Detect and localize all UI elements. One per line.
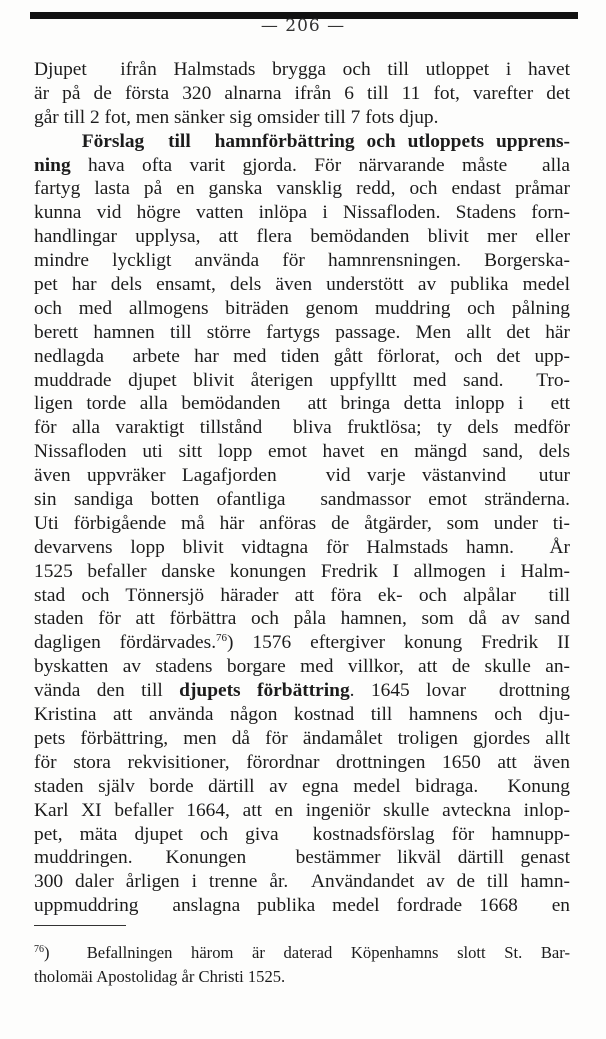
text-line bbox=[34, 297, 570, 321]
text-line bbox=[34, 870, 570, 894]
text-line bbox=[34, 727, 570, 751]
text-line bbox=[34, 249, 570, 273]
text-line bbox=[34, 751, 570, 775]
text-segment: pet, mäta djupet och giva kostnadsförslag för hamnupp- bbox=[34, 823, 570, 845]
text-segment: går till 2 fot, men sänker sig omsider till 7 fots djup. bbox=[34, 106, 439, 128]
text-segment: mindre lyckligt använda för hamnrensningen. Borgerska- bbox=[34, 250, 570, 272]
text-segment: nedlagda arbete har med tiden gått förlorat, och det upp- bbox=[34, 345, 570, 367]
text-line bbox=[34, 154, 570, 178]
text-segment: . 1645 lovar drottning bbox=[349, 680, 570, 702]
text-segment: berett hamnen till större fartygs passage. Men allt det här bbox=[34, 321, 570, 343]
text-segment: ) 1576 eftergiver konung Fredrik II bbox=[227, 632, 570, 654]
text-line bbox=[34, 225, 570, 249]
text-line bbox=[34, 846, 570, 870]
text-segment: sin sandiga botten ofantliga sandmassor emot stränderna. bbox=[34, 489, 570, 511]
text-segment: Djupet ifrån Halmstads brygga och till utloppet i havet bbox=[34, 59, 570, 80]
footnote-marker: 76 bbox=[34, 944, 44, 955]
text-line bbox=[34, 775, 570, 799]
text-line bbox=[34, 273, 570, 297]
footnote-line bbox=[34, 966, 570, 990]
text-line bbox=[34, 584, 570, 608]
text-segment: 1525 befaller danske konungen Fredrik I allmogen i Halm- bbox=[34, 560, 570, 582]
text-segment: staden själv borde därtill av egna medel bidraga. Konung bbox=[34, 775, 570, 797]
text-line bbox=[34, 130, 570, 154]
footnote-rule bbox=[34, 925, 126, 926]
text-line bbox=[34, 631, 570, 655]
text-segment: staden för att förbättra och påla hamnen, som då av sand bbox=[34, 608, 570, 630]
text-line bbox=[34, 894, 570, 918]
text-line bbox=[34, 799, 570, 823]
text-line bbox=[34, 345, 570, 369]
footnote-marker-paren: ) bbox=[44, 943, 87, 962]
text-segment: och med allmogens biträden genom muddring och pålning bbox=[34, 297, 570, 319]
main-paragraph bbox=[34, 58, 570, 918]
footnote bbox=[34, 942, 570, 990]
text-line bbox=[34, 823, 570, 847]
text-line bbox=[34, 464, 570, 488]
text-segment: pet har dels ensamt, dels även understött av publika medel bbox=[34, 274, 570, 296]
text-segment: för stora rekvisitioner, förordnar drottningen 1650 att även bbox=[34, 751, 570, 773]
emphasis-text: djupets förbättring bbox=[179, 680, 350, 702]
text-line bbox=[34, 655, 570, 679]
text-line bbox=[34, 440, 570, 464]
text-line bbox=[34, 560, 570, 584]
text-segment: även uppvräker Lagafjorden vid varje västanvind utur bbox=[34, 465, 570, 487]
emphasis-text: ning bbox=[34, 154, 71, 176]
emphasis-text: Förslag till hamnförbättring och utloppets upprens- bbox=[81, 130, 571, 152]
text-segment: devarvens lopp blivit vidtagna för Halmstads hamn. År bbox=[34, 536, 570, 558]
footnote-line bbox=[34, 942, 570, 966]
text-line bbox=[34, 607, 570, 631]
text-line bbox=[34, 369, 570, 393]
footnote-reference: 76 bbox=[216, 632, 228, 645]
text-line bbox=[34, 703, 570, 727]
text-segment bbox=[34, 131, 82, 152]
text-segment: är på de första 320 alnarna ifrån 6 till 11 fot, varefter det bbox=[34, 82, 570, 104]
text-segment: muddrade djupet blivit återigen uppfylltt med sand. Tro- bbox=[34, 369, 570, 391]
footnote-text: Befallningen härom är daterad Köpenhamns slott St. Bar- bbox=[86, 943, 570, 962]
text-line bbox=[34, 488, 570, 512]
footnote-text: tholomäi Apostolidag år Christi 1525. bbox=[34, 966, 286, 986]
text-line bbox=[34, 679, 570, 703]
text-segment: muddringen. Konungen bestämmer likväl därtill genast bbox=[34, 847, 570, 869]
text-segment: hava ofta varit gjorda. För närvarande måste alla bbox=[70, 154, 570, 176]
text-line bbox=[34, 512, 570, 536]
text-segment: Nissafloden uti sitt lopp emot havet en mängd sand, dels bbox=[34, 441, 570, 463]
text-segment: Kristina att använda någon kostnad till hamnens och dju- bbox=[34, 704, 570, 726]
text-segment: pets förbättring, men då för ändamålet troligen gjordes allt bbox=[34, 727, 570, 749]
text-segment: för alla varaktigt tillstånd bliva fruktlösa; ty dels medför bbox=[34, 417, 570, 439]
text-line bbox=[34, 82, 570, 106]
text-segment: uppmuddring anslagna publika medel fordrade 1668 en bbox=[34, 895, 570, 917]
text-segment: stad och Tönnersjö härader att föra ek- och alpålar till bbox=[34, 584, 570, 606]
text-line bbox=[34, 58, 570, 82]
text-segment: Uti förbigående må här anföras de åtgärder, som under ti- bbox=[34, 512, 570, 534]
text-segment: 300 daler årligen i trenne år. Användandet av de till hamn- bbox=[34, 871, 570, 893]
text-line bbox=[34, 106, 570, 130]
text-line bbox=[34, 177, 570, 201]
text-segment: kunna vid högre vatten inlöpa i Nissafloden. Stadens forn- bbox=[34, 202, 570, 224]
text-line bbox=[34, 392, 570, 416]
text-line bbox=[34, 536, 570, 560]
text-segment: fartyg lasta på en ganska vansklig redd, och endast pråmar bbox=[34, 178, 570, 200]
text-segment: dagligen fördärvades. bbox=[34, 632, 217, 654]
text-line bbox=[34, 416, 570, 440]
text-line bbox=[34, 201, 570, 225]
page-number: — 206 — bbox=[260, 16, 346, 36]
text-segment: byskatten av stadens borgare med villkor, att de skulle an- bbox=[34, 656, 570, 678]
text-segment: vända den till bbox=[34, 680, 180, 702]
text-segment: ligen torde alla bemödanden att bringa detta inlopp i ett bbox=[34, 393, 570, 415]
text-segment: handlingar upplysa, att flera bemödanden blivit mer eller bbox=[34, 226, 570, 248]
text-segment: Karl XI befaller 1664, att en ingeniör skulle avteckna inlop- bbox=[34, 799, 570, 821]
text-line bbox=[34, 321, 570, 345]
